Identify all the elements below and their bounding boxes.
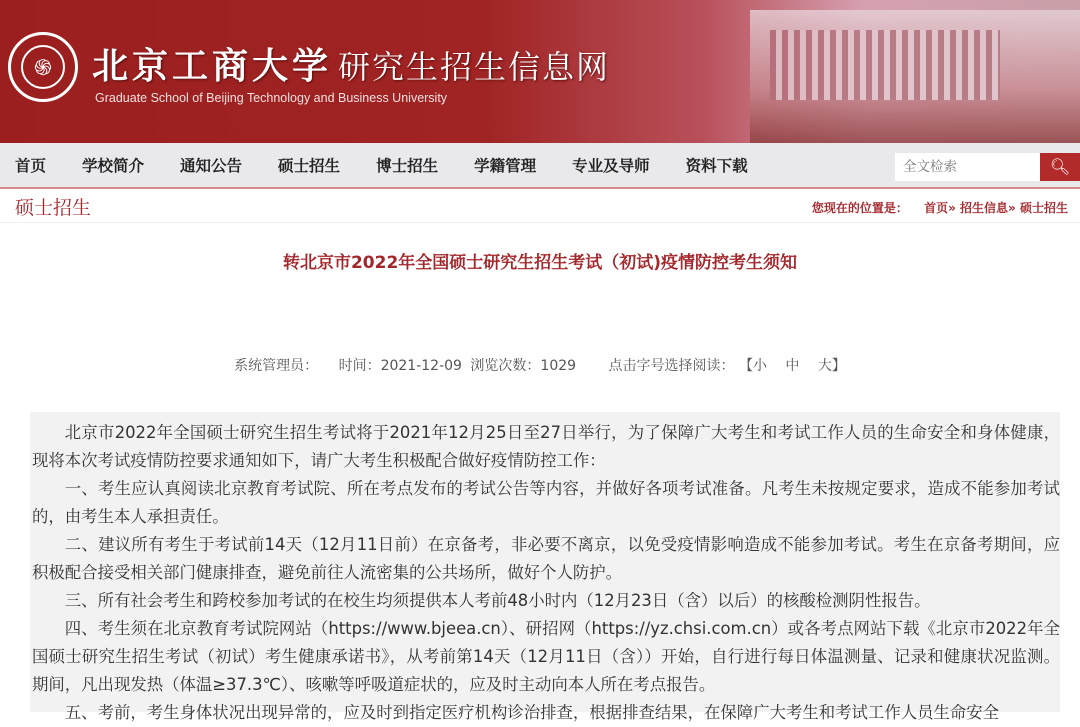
- paragraph: 一、考生应认真阅读北京教育考试院、所在考点发布的考试公告等内容，并做好各项考试准备。凡考生未按规定要求，造成不能参加考试的，由考生本人承担责任。: [32, 479, 1060, 526]
- paragraph: 四、考生须在北京教育考试院网站（https://www.bjeea.cn）、研招网（https://yz.chsi.com.cn）或各考点网站下载《北京市2022年全国硕士研究生招生考试（初试）考生健康承诺书》，从考前第14天（12月11日（含））开始，自行进行每日体温测量、记录和健康状况监测。期间，凡出现发热（体温≥37.3℃）、咳嗽等呼吸道症状的，应及时主动向本人所在考点报告。: [32, 619, 1060, 694]
- header-banner: [0, 0, 1080, 143]
- site-subtitle: Graduate School of Beijing Technology and Business University: [95, 91, 448, 105]
- font-size-label: 点击字号选择阅读：: [608, 358, 735, 374]
- paragraph: 二、建议所有考生于考试前14天（12月11日前）在京备考，非必要不离京，以免受疫情影响造成不能参加考试。考生在京备考期间，应积极配合接受相关部门健康排查，避免前往人流密集的公共场所，做好个人防护。: [32, 535, 1060, 582]
- breadcrumb-home[interactable]: 首页»: [924, 201, 956, 215]
- campus-building-image: [750, 10, 1080, 143]
- section-title: 硕士招生: [15, 197, 92, 219]
- nav-registry[interactable]: 学籍管理: [474, 157, 537, 175]
- nav-majors-advisors[interactable]: 专业及导师: [572, 157, 650, 175]
- search-button[interactable]: [1040, 153, 1080, 181]
- breadcrumb-admission-info[interactable]: 招生信息»: [960, 201, 1016, 215]
- paragraph: 五、考前，考生身体状况出现异常的，应及时到指定医疗机构诊治排查，根据排查结果，在保障广大考生和考试工作人员生命安全: [64, 703, 1000, 722]
- nav-home[interactable]: 首页: [15, 157, 47, 175]
- font-size-selector[interactable]: 【小 中 大】: [738, 358, 846, 374]
- main-nav: [0, 143, 1080, 189]
- nav-downloads[interactable]: 资料下载: [685, 157, 748, 175]
- search-box: [895, 153, 1080, 181]
- section-bar: [0, 189, 1080, 223]
- author: 系统管理员：: [234, 358, 319, 374]
- paragraph: 三、所有社会考生和跨校参加考试的在校生均须提供本人考前48小时内（12月23日（含）以后）的核酸检测阴性报告。: [64, 591, 931, 610]
- view-count: 浏览次数：1029: [470, 358, 577, 374]
- nav-about[interactable]: 学校简介: [82, 157, 145, 175]
- site-title[interactable]: 北京工商大学 研究生招生信息网: [92, 45, 611, 87]
- paragraph: 北京市2022年全国硕士研究生招生考试将于2021年12月25日至27日举行，为了保障广大考生和考试工作人员的生命安全和身体健康，现将本次考试疫情防控要求通知如下，请广大考生积极配合做好疫情防控工作：: [32, 423, 1060, 470]
- search-icon: 🔍︎: [1049, 159, 1071, 176]
- article-title: 转北京市2022年全国硕士研究生招生考试（初试)疫情防控考生须知: [282, 253, 798, 273]
- nav-phd-admission[interactable]: 博士招生: [376, 157, 439, 175]
- search-input[interactable]: [895, 153, 1040, 181]
- university-seal-icon[interactable]: ֍: [8, 32, 78, 102]
- article-body: [30, 412, 1060, 722]
- breadcrumb-master[interactable]: 硕士招生: [1019, 201, 1068, 215]
- breadcrumb: 您现在的位置是： 首页» 招生信息» 硕士招生: [811, 201, 1068, 215]
- nav-master-admission[interactable]: 硕士招生: [278, 157, 341, 175]
- publish-time: 时间：2021-12-09: [338, 358, 462, 374]
- article-meta: [0, 355, 1080, 375]
- nav-notices[interactable]: 通知公告: [180, 157, 243, 175]
